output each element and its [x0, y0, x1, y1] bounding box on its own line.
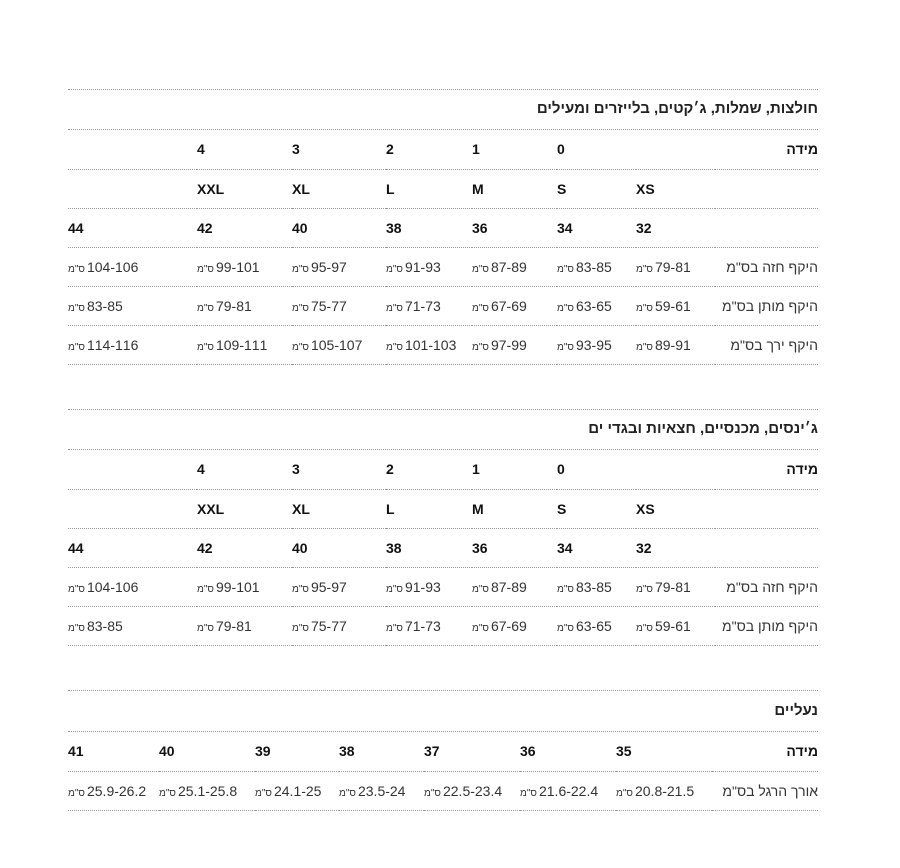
measurement-cell: [472, 247, 557, 286]
unit-label: ס"מ: [292, 302, 309, 314]
unit-label: ס"מ: [472, 622, 489, 634]
measurement-value: 83-85: [86, 297, 123, 314]
size-header-cell: [636, 130, 715, 169]
unit-label: ס"מ: [424, 787, 441, 799]
unit-label: ס"מ: [292, 263, 309, 275]
measurement-value: 99-101: [215, 258, 260, 275]
size-header-cell: 41: [68, 732, 159, 771]
header-row: [68, 169, 818, 208]
measurement-cell: [197, 286, 292, 325]
measurement-value: 83-85: [86, 617, 123, 634]
size-header-cell: [68, 489, 197, 528]
unit-label: ס"מ: [557, 341, 574, 353]
measurement-value: 21.6-22.4: [538, 782, 599, 799]
measurement-value: 67-69: [490, 617, 527, 634]
header-row: [68, 528, 818, 567]
size-header-cell: 1: [472, 450, 557, 489]
measurement-cell: [520, 771, 616, 810]
measurement-label: היקף מותן בס"מ: [715, 606, 818, 645]
size-header-cell: 2: [386, 130, 472, 169]
size-header-cell: 4: [197, 450, 292, 489]
size-header-cell: 44: [68, 208, 197, 247]
measurement-value: 114-116: [86, 336, 139, 353]
unit-label: ס"מ: [197, 302, 214, 314]
size-header-cell: XS: [636, 169, 715, 208]
measurement-value: 101-103: [404, 336, 457, 353]
measurement-cell: [292, 325, 386, 364]
measurement-row: [68, 567, 818, 606]
unit-label: ס"מ: [292, 583, 309, 595]
measurement-cell: [636, 247, 715, 286]
unit-label: ס"מ: [616, 787, 633, 799]
unit-label: ס"מ: [386, 263, 403, 275]
size-header-cell: XXL: [197, 489, 292, 528]
unit-label: ס"מ: [472, 263, 489, 275]
header-row: [68, 732, 818, 771]
size-header-cell: [68, 169, 197, 208]
unit-label: ס"מ: [636, 263, 653, 275]
size-header-cell: 38: [339, 732, 424, 771]
size-header-cell: 40: [292, 208, 386, 247]
measurement-value: 71-73: [404, 297, 441, 314]
measurement-label: היקף ירך בס"מ: [715, 325, 818, 364]
section-title: חולצות, שמלות, ג׳קטים, בלייזרים ומעילים: [536, 100, 818, 117]
size-header-cell: 4: [197, 130, 292, 169]
size-header-cell: 38: [386, 208, 472, 247]
size-label: [715, 528, 818, 567]
measurement-value: 93-95: [575, 336, 612, 353]
unit-label: ס"מ: [557, 302, 574, 314]
unit-label: ס"מ: [68, 263, 85, 275]
measurement-cell: [472, 606, 557, 645]
unit-label: ס"מ: [197, 583, 214, 595]
measurement-cell: [197, 606, 292, 645]
size-header-cell: 32: [636, 208, 715, 247]
unit-label: ס"מ: [557, 583, 574, 595]
measurement-cell: [68, 771, 159, 810]
measurement-value: 25.1-25.8: [177, 782, 238, 799]
unit-label: ס"מ: [386, 622, 403, 634]
unit-label: ס"מ: [68, 341, 85, 353]
size-header-cell: XL: [292, 489, 386, 528]
measurement-value: 24.1-25: [273, 782, 322, 799]
size-header-cell: 36: [472, 528, 557, 567]
measurement-cell: [339, 771, 424, 810]
unit-label: ס"מ: [520, 787, 537, 799]
size-label: [715, 208, 818, 247]
measurement-cell: [255, 771, 339, 810]
measurement-cell: [292, 606, 386, 645]
size-header-cell: L: [386, 489, 472, 528]
measurement-row: [68, 247, 818, 286]
size-header-cell: 36: [520, 732, 616, 771]
size-header-cell: M: [472, 169, 557, 208]
section-title: נעליים: [774, 702, 818, 719]
measurement-value: 104-106: [86, 578, 139, 595]
size-header-cell: 3: [292, 450, 386, 489]
measurement-value: 22.5-23.4: [442, 782, 503, 799]
measurement-cell: [636, 567, 715, 606]
unit-label: ס"מ: [557, 622, 574, 634]
measurement-value: 105-107: [310, 336, 363, 353]
size-header-cell: 37: [424, 732, 520, 771]
measurement-value: 59-61: [654, 617, 691, 634]
unit-label: ס"מ: [472, 583, 489, 595]
measurement-cell: [472, 325, 557, 364]
size-header-cell: 34: [557, 528, 636, 567]
measurement-cell: [557, 247, 636, 286]
size-table-section: [68, 409, 818, 650]
measurement-cell: [197, 325, 292, 364]
unit-label: ס"מ: [197, 263, 214, 275]
measurement-value: 109-111: [215, 336, 268, 353]
unit-label: ס"מ: [386, 583, 403, 595]
size-label: [715, 169, 818, 208]
measurement-row: [68, 286, 818, 325]
size-header-cell: 3: [292, 130, 386, 169]
measurement-cell: [557, 325, 636, 364]
measurement-cell: [386, 247, 472, 286]
header-row: [68, 489, 818, 528]
measurement-value: 95-97: [310, 578, 347, 595]
measurement-value: 79-81: [215, 617, 252, 634]
measurement-value: 99-101: [215, 578, 260, 595]
unit-label: ס"מ: [292, 622, 309, 634]
measurement-cell: [386, 567, 472, 606]
size-table: [68, 130, 818, 365]
measurement-cell: [386, 325, 472, 364]
measurement-cell: [472, 567, 557, 606]
unit-label: ס"מ: [339, 787, 356, 799]
measurement-label: היקף מותן בס"מ: [715, 286, 818, 325]
measurement-value: 87-89: [490, 578, 527, 595]
size-table-section: [68, 690, 818, 812]
size-header-cell: 35: [616, 732, 712, 771]
size-header-cell: 0: [557, 130, 636, 169]
size-header-cell: [68, 130, 197, 169]
measurement-value: 83-85: [575, 578, 612, 595]
measurement-cell: [424, 771, 520, 810]
size-table: [68, 450, 818, 646]
measurement-cell: [292, 247, 386, 286]
measurement-value: 75-77: [310, 297, 347, 314]
measurement-cell: [472, 286, 557, 325]
unit-label: ס"מ: [292, 341, 309, 353]
size-header-cell: XXL: [197, 169, 292, 208]
measurement-value: 95-97: [310, 258, 347, 275]
unit-label: ס"מ: [255, 787, 272, 799]
measurement-value: 79-81: [654, 578, 691, 595]
measurement-value: 91-93: [404, 258, 441, 275]
size-header-cell: 42: [197, 528, 292, 567]
size-header-cell: 1: [472, 130, 557, 169]
measurement-cell: [197, 247, 292, 286]
measurement-cell: [636, 606, 715, 645]
size-table-section: [68, 89, 818, 370]
unit-label: ס"מ: [68, 622, 85, 634]
measurement-value: 20.8-21.5: [634, 782, 695, 799]
measurement-cell: [557, 567, 636, 606]
unit-label: ס"מ: [472, 302, 489, 314]
unit-label: ס"מ: [68, 302, 85, 314]
measurement-value: 104-106: [86, 258, 139, 275]
unit-label: ס"מ: [197, 341, 214, 353]
measurement-cell: [159, 771, 255, 810]
measurement-value: 59-61: [654, 297, 691, 314]
measurement-label: אורך הרגל בס"מ: [712, 771, 818, 810]
size-header-cell: S: [557, 489, 636, 528]
size-header-cell: [636, 450, 715, 489]
measurement-cell: [616, 771, 712, 810]
unit-label: ס"מ: [636, 583, 653, 595]
unit-label: ס"מ: [636, 622, 653, 634]
size-header-cell: 36: [472, 208, 557, 247]
measurement-row: [68, 771, 818, 810]
measurement-cell: [68, 325, 197, 364]
size-header-cell: 40: [159, 732, 255, 771]
measurement-value: 83-85: [575, 258, 612, 275]
unit-label: ס"מ: [197, 622, 214, 634]
measurement-value: 63-65: [575, 297, 612, 314]
size-header-cell: L: [386, 169, 472, 208]
header-row: [68, 208, 818, 247]
measurement-row: [68, 606, 818, 645]
section-top-divider: [68, 690, 818, 691]
unit-label: ס"מ: [159, 787, 176, 799]
size-header-cell: 40: [292, 528, 386, 567]
size-table: [68, 732, 818, 811]
unit-label: ס"מ: [472, 341, 489, 353]
measurement-value: 87-89: [490, 258, 527, 275]
measurement-cell: [386, 606, 472, 645]
size-header-cell: 2: [386, 450, 472, 489]
size-header-cell: 39: [255, 732, 339, 771]
measurement-cell: [68, 286, 197, 325]
unit-label: ס"מ: [386, 341, 403, 353]
unit-label: ס"מ: [636, 302, 653, 314]
size-label: מידה: [715, 130, 818, 169]
measurement-cell: [68, 606, 197, 645]
header-row: [68, 450, 818, 489]
measurement-label: היקף חזה בס"מ: [715, 247, 818, 286]
measurement-value: 79-81: [215, 297, 252, 314]
unit-label: ס"מ: [636, 341, 653, 353]
measurement-cell: [292, 286, 386, 325]
measurement-value: 71-73: [404, 617, 441, 634]
size-header-cell: 44: [68, 528, 197, 567]
measurement-cell: [68, 567, 197, 606]
measurement-cell: [557, 286, 636, 325]
measurement-cell: [386, 286, 472, 325]
size-header-cell: 42: [197, 208, 292, 247]
size-header-cell: XL: [292, 169, 386, 208]
size-header-cell: 32: [636, 528, 715, 567]
size-header-cell: 34: [557, 208, 636, 247]
measurement-value: 75-77: [310, 617, 347, 634]
size-label: [715, 489, 818, 528]
size-label: מידה: [712, 732, 818, 771]
measurement-cell: [557, 606, 636, 645]
unit-label: ס"מ: [557, 263, 574, 275]
measurement-value: 79-81: [654, 258, 691, 275]
measurement-cell: [292, 567, 386, 606]
measurement-cell: [68, 247, 197, 286]
size-header-cell: 0: [557, 450, 636, 489]
size-header-cell: M: [472, 489, 557, 528]
measurement-value: 67-69: [490, 297, 527, 314]
size-header-cell: 38: [386, 528, 472, 567]
measurement-value: 91-93: [404, 578, 441, 595]
section-title: ג׳ינסים, מכנסיים, חצאיות ובגדי ים: [588, 420, 818, 437]
size-header-cell: [68, 450, 197, 489]
unit-label: ס"מ: [386, 302, 403, 314]
measurement-cell: [636, 286, 715, 325]
size-label: מידה: [715, 450, 818, 489]
header-row: [68, 130, 818, 169]
measurement-cell: [636, 325, 715, 364]
measurement-value: 89-91: [654, 336, 691, 353]
measurement-row: [68, 325, 818, 364]
measurement-value: 63-65: [575, 617, 612, 634]
measurement-value: 97-99: [490, 336, 527, 353]
measurement-label: היקף חזה בס"מ: [715, 567, 818, 606]
size-header-cell: S: [557, 169, 636, 208]
size-header-cell: XS: [636, 489, 715, 528]
unit-label: ס"מ: [68, 787, 85, 799]
measurement-cell: [197, 567, 292, 606]
unit-label: ס"מ: [68, 583, 85, 595]
measurement-value: 23.5-24: [357, 782, 406, 799]
measurement-value: 25.9-26.2: [86, 782, 147, 799]
